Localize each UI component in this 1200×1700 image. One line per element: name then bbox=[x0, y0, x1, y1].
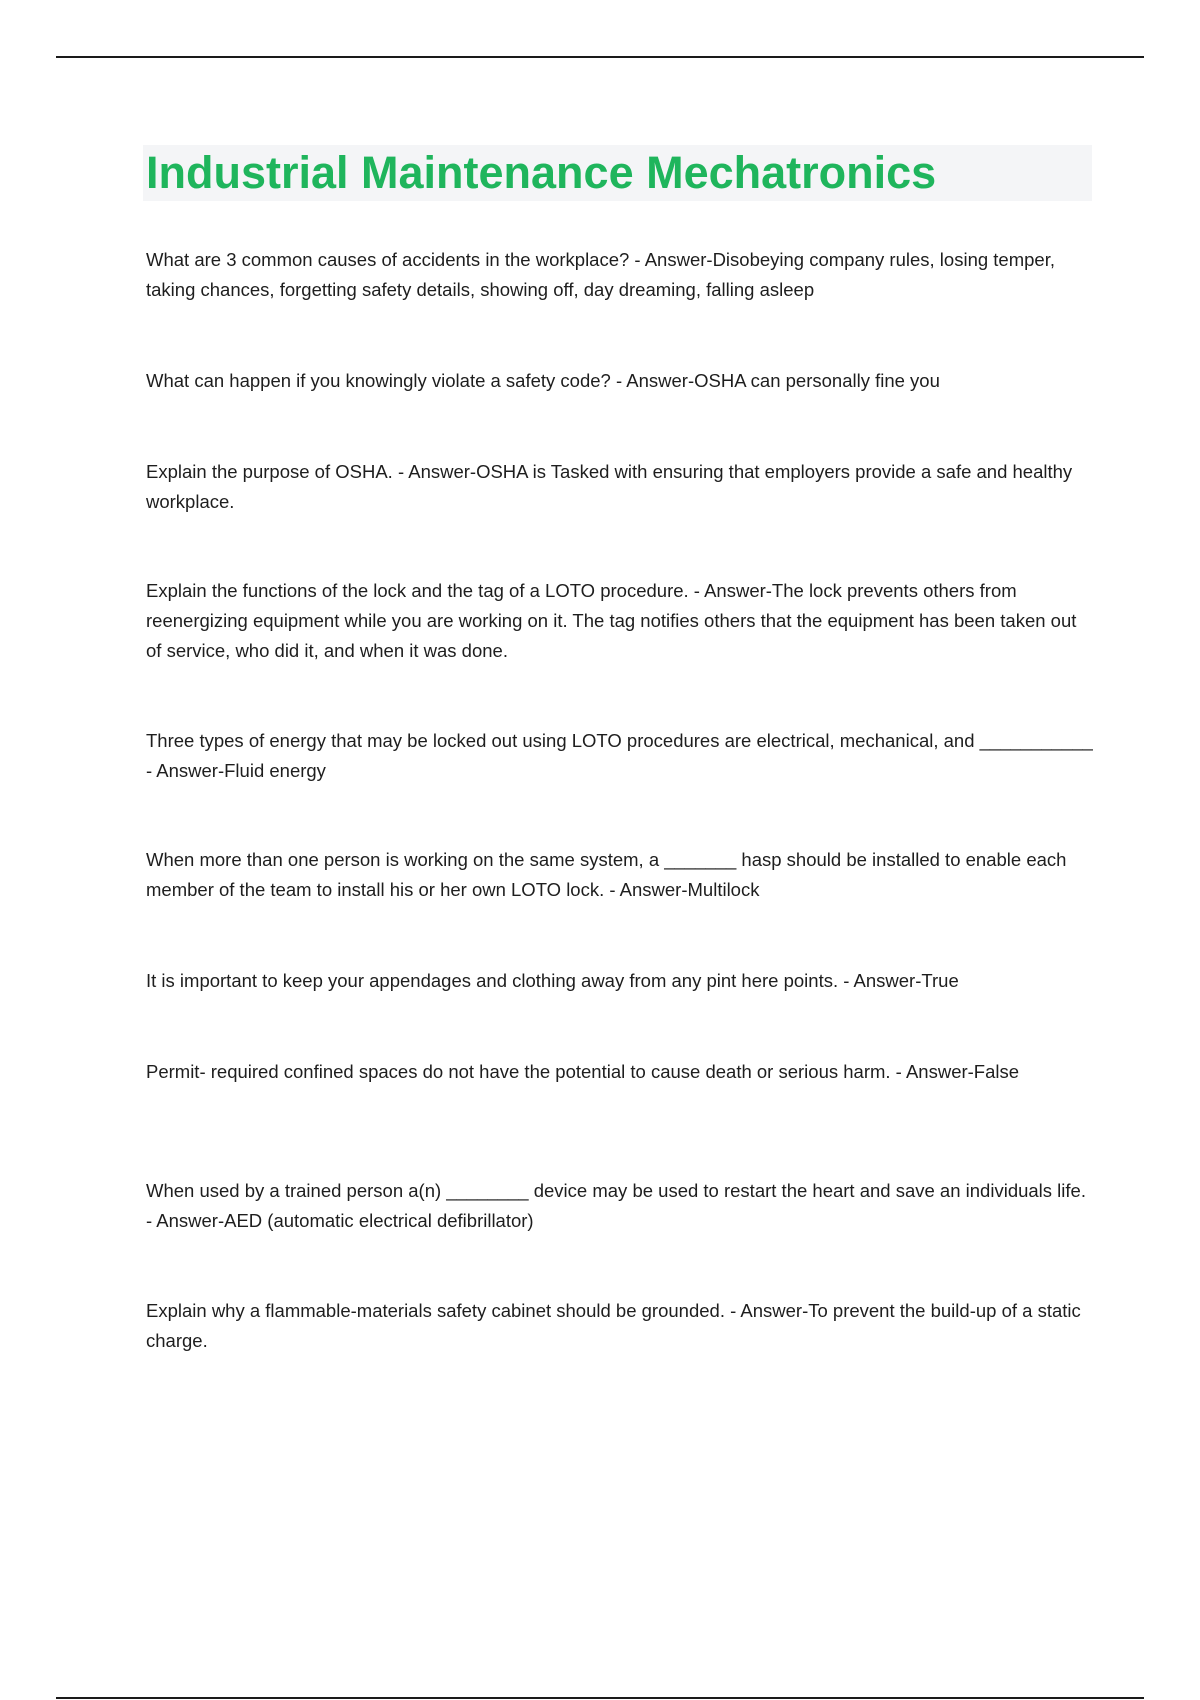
qa-item-8: Permit- required confined spaces do not have the potential to cause death or serious harm. - Answer-False bbox=[146, 1061, 1020, 1082]
qa-item-3: Explain the purpose of OSHA. - Answer-OSHA is Tasked with ensuring that employers provide a safe and healthy workplace. bbox=[146, 461, 1073, 512]
footer-rule bbox=[56, 1697, 1144, 1699]
qa-item-5: Three types of energy that may be locked out using LOTO procedures are electrical, mechanical, and ___________ - Answer-Fluid energy bbox=[146, 730, 1093, 781]
header-rule bbox=[56, 56, 1144, 58]
qa-item-9: When used by a trained person a(n) ________ device may be used to restart the heart and save an individuals life. - Answer-AED (automatic electrical defibrillator) bbox=[146, 1180, 1086, 1231]
qa-item-2: What can happen if you knowingly violate a safety code? - Answer-OSHA can personally fine you bbox=[146, 370, 940, 391]
qa-item-6: When more than one person is working on the same system, a _______ hasp should be installed to enable each member of the team to install his or her own LOTO lock. - Answer-Multilock bbox=[146, 849, 1067, 900]
qa-item-7: It is important to keep your appendages and clothing away from any pint here points. - Answer-True bbox=[146, 970, 959, 991]
qa-item-1: What are 3 common causes of accidents in the workplace? - Answer-Disobeying company rules, losing temper, taking chances, forgetting safety details, showing off, day dreaming, falling asleep bbox=[146, 249, 1055, 300]
document-title: Industrial Maintenance Mechatronics bbox=[146, 147, 937, 198]
qa-item-10: Explain why a flammable-materials safety cabinet should be grounded. - Answer-To prevent the build-up of a static charge. bbox=[146, 1300, 1081, 1351]
qa-item-4: Explain the functions of the lock and the tag of a LOTO procedure. - Answer-The lock prevents others from reenergizing equipment while you are working on it. The tag notifies others that the equipment has been taken out of service, who did it, and when it was done. bbox=[146, 580, 1077, 661]
